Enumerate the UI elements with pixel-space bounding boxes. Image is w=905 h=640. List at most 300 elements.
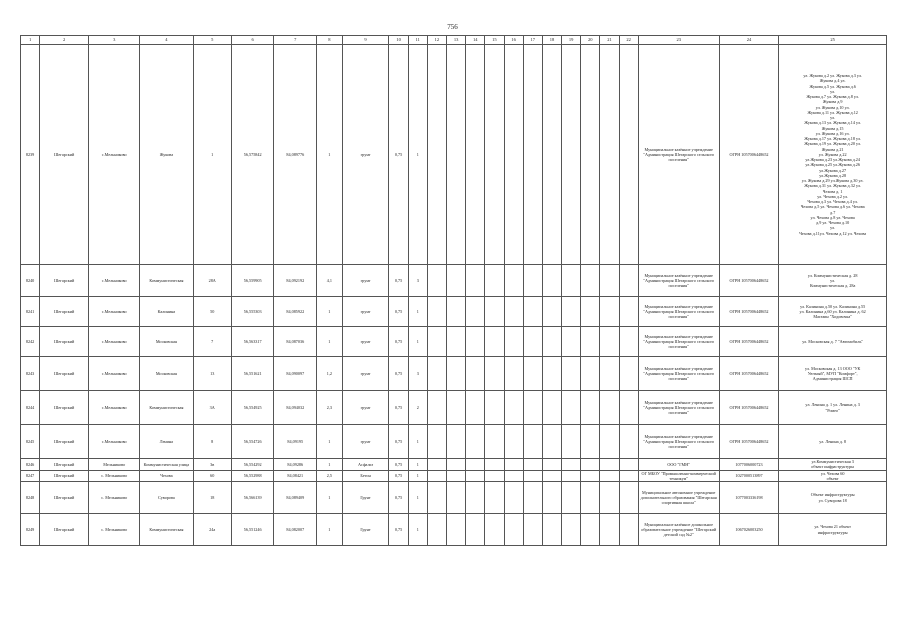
record-number-cell: 8244 <box>21 391 40 425</box>
empty-cell <box>447 470 466 482</box>
empty-cell <box>619 459 638 471</box>
container-volume-cell: 0,75 <box>389 514 408 546</box>
street-cell: Чехова <box>140 470 193 482</box>
empty-cell <box>427 297 446 327</box>
longitude-cell: 84,08421 <box>274 470 317 482</box>
district-cell: Шегарский <box>40 459 89 471</box>
waste-source-line: Жукова д.19 ул. Жукова д.20 ул. <box>804 141 862 147</box>
waste-source-line: "Ромео" <box>825 407 840 413</box>
column-number-header: 20 <box>581 36 600 45</box>
empty-cell <box>562 459 581 471</box>
empty-cell <box>619 297 638 327</box>
empty-cell <box>600 327 619 357</box>
table-row <box>21 45 887 265</box>
empty-cell <box>581 45 600 265</box>
container-volume-cell: 0,75 <box>389 470 408 482</box>
surface-type-cell: грунт <box>342 265 389 297</box>
ogrn-cell: 1027000513897 <box>719 470 779 482</box>
empty-cell <box>562 45 581 265</box>
waste-sources-cell <box>779 514 887 546</box>
ogrn-cell: 1067026003250 <box>719 514 779 546</box>
table-row <box>21 482 887 514</box>
waste-sources-cell <box>779 391 887 425</box>
street-cell: Суворова <box>140 482 193 514</box>
district-cell: Шегарский <box>40 514 89 546</box>
empty-cell <box>619 357 638 391</box>
waste-source-line: ул. Жукова д.10 ул. <box>815 104 850 110</box>
empty-cell <box>542 425 561 459</box>
column-number-header: 14 <box>466 36 485 45</box>
table-row <box>21 391 887 425</box>
waste-source-line: ул.Жукова д.28 <box>819 172 847 178</box>
empty-cell <box>485 391 504 425</box>
container-count-cell: 2 <box>408 391 427 425</box>
owner-cell: Муниципальное казённое учреждение "Администрация Шегарского сельского поселения" <box>638 297 719 327</box>
record-number-cell: 8240 <box>21 265 40 297</box>
area-cell: 1,2 <box>317 357 343 391</box>
empty-cell <box>562 327 581 357</box>
container-count-cell: 1 <box>408 297 427 327</box>
empty-cell <box>466 391 485 425</box>
empty-cell <box>447 514 466 546</box>
area-cell: 1 <box>317 482 343 514</box>
empty-cell <box>485 297 504 327</box>
latitude-cell: 56,554925 <box>231 391 274 425</box>
ogrn-cell: ОГРН 1057006448652 <box>719 327 779 357</box>
ogrn-cell: 1077006000723 <box>719 459 779 471</box>
house-number-cell: 50 <box>193 297 231 327</box>
empty-cell <box>542 482 561 514</box>
waste-sources-cell <box>779 297 887 327</box>
owner-cell: Муниципальное казённое учреждение "Администрация Шегарского сельского поселения" <box>638 327 719 357</box>
container-count-cell: 3 <box>408 265 427 297</box>
district-cell: Шегарский <box>40 357 89 391</box>
longitude-cell: 84,092192 <box>274 265 317 297</box>
street-cell: Коммунистическая <box>140 391 193 425</box>
column-number-header: 11 <box>408 36 427 45</box>
empty-cell <box>447 327 466 357</box>
house-number-cell: 24а <box>193 514 231 546</box>
record-number-cell: 8247 <box>21 470 40 482</box>
empty-cell <box>562 514 581 546</box>
latitude-cell: 56,554726 <box>231 425 274 459</box>
empty-cell <box>427 514 446 546</box>
empty-cell <box>581 470 600 482</box>
waste-source-line: объект инфраструктуры <box>811 464 855 470</box>
column-number-header: 18 <box>542 36 561 45</box>
surface-type-cell: грунт <box>342 425 389 459</box>
empty-cell <box>466 470 485 482</box>
latitude-cell: 56,559905 <box>231 265 274 297</box>
empty-cell <box>581 327 600 357</box>
waste-sources-cell <box>779 482 887 514</box>
empty-cell <box>427 391 446 425</box>
table-row <box>21 265 887 297</box>
surface-type-cell: грунт <box>342 297 389 327</box>
record-number-cell: 8248 <box>21 482 40 514</box>
latitude-cell: 56,555303 <box>231 297 274 327</box>
empty-cell <box>466 425 485 459</box>
empty-cell <box>600 45 619 265</box>
owner-cell: ОГ МБОУ "Промышленно-коммерческий техникум" <box>638 470 719 482</box>
container-count-cell: 1 <box>408 470 427 482</box>
waste-source-line: ул. Чехова 21 объект <box>814 524 851 530</box>
waste-source-line: Чехова д. 1 <box>822 188 843 194</box>
street-cell: Коммунистическая улица <box>140 459 193 471</box>
empty-cell <box>562 470 581 482</box>
waste-source-line: ул. Ленина д. 8 <box>819 438 847 444</box>
empty-cell <box>427 357 446 391</box>
waste-source-line: Жукова д.9 <box>822 99 843 105</box>
settlement-cell: с.Мельниково <box>89 45 140 265</box>
empty-cell <box>447 425 466 459</box>
empty-cell <box>523 357 542 391</box>
settlement-cell: с.Мельниково <box>89 357 140 391</box>
area-cell: 1 <box>317 45 343 265</box>
empty-cell <box>466 357 485 391</box>
house-number-cell: 8 <box>193 425 231 459</box>
surface-type-cell: Грунт <box>342 482 389 514</box>
empty-cell <box>485 470 504 482</box>
empty-cell <box>485 327 504 357</box>
record-number-cell: 8246 <box>21 459 40 471</box>
settlement-cell: Мельниково <box>89 459 140 471</box>
waste-source-line: ул. <box>830 277 836 283</box>
column-number-header: 15 <box>485 36 504 45</box>
empty-cell <box>523 425 542 459</box>
empty-cell <box>447 45 466 265</box>
waste-source-line: Жукова д.7 ул. Жукова д.8 ул. <box>806 94 859 100</box>
empty-cell <box>562 425 581 459</box>
empty-cell <box>600 265 619 297</box>
empty-cell <box>600 425 619 459</box>
empty-cell <box>504 391 523 425</box>
empty-cell <box>542 470 561 482</box>
settlement-cell: с.Мельниково <box>89 391 140 425</box>
district-cell: Шегарский <box>40 482 89 514</box>
container-count-cell: 1 <box>408 482 427 514</box>
empty-cell <box>466 482 485 514</box>
longitude-cell: 84,082007 <box>274 514 317 546</box>
empty-cell <box>600 470 619 482</box>
waste-sources-cell <box>779 265 887 297</box>
waste-source-line: Жукова д.11 ул. Жукова д.12 <box>807 109 858 115</box>
empty-cell <box>447 459 466 471</box>
empty-cell <box>504 45 523 265</box>
empty-cell <box>600 514 619 546</box>
column-number-header: 17 <box>523 36 542 45</box>
empty-cell <box>581 357 600 391</box>
empty-cell <box>466 297 485 327</box>
empty-cell <box>523 265 542 297</box>
empty-cell <box>562 482 581 514</box>
ogrn-cell: 1077003336198 <box>719 482 779 514</box>
latitude-cell: 56,566139 <box>231 482 274 514</box>
house-number-cell: 1 <box>193 45 231 265</box>
street-cell: Московская <box>140 327 193 357</box>
waste-source-line: д.9 ул. Чехова д.10 <box>816 220 850 226</box>
waste-source-line: инфраструктуры <box>817 529 848 535</box>
table-row <box>21 470 887 482</box>
waste-source-line: ул. Жукова д.16 ул. <box>815 130 850 136</box>
record-number-cell: 8243 <box>21 357 40 391</box>
latitude-cell: 56,554292 <box>231 459 274 471</box>
empty-cell <box>466 514 485 546</box>
area-cell: 1 <box>317 459 343 471</box>
table-row <box>21 357 887 391</box>
empty-cell <box>523 391 542 425</box>
house-number-cell: 7 <box>193 327 231 357</box>
settlement-cell: с.Мельниково <box>89 297 140 327</box>
waste-source-line: Уютный", МУП "Комфорт", <box>807 370 858 376</box>
street-cell: Коммунистическая <box>140 514 193 546</box>
table-row <box>21 425 887 459</box>
waste-sources-cell <box>779 357 887 391</box>
container-volume-cell: 0,75 <box>389 482 408 514</box>
column-number-header: 19 <box>562 36 581 45</box>
empty-cell <box>466 459 485 471</box>
longitude-cell: 84,085922 <box>274 297 317 327</box>
table-row <box>21 459 887 471</box>
empty-cell <box>485 265 504 297</box>
district-cell: Шегарский <box>40 391 89 425</box>
waste-sites-registry-table <box>20 35 887 546</box>
waste-source-line: объект <box>826 475 839 481</box>
longitude-cell: 84,089776 <box>274 45 317 265</box>
waste-source-line: ул. Жукова д.2 ул. Жукова д.3 ул. <box>803 73 862 79</box>
column-number-header: 8 <box>317 36 343 45</box>
latitude-cell: 56,551246 <box>231 514 274 546</box>
waste-source-line: ул. Чехова 60 <box>820 470 845 476</box>
column-number-header: 12 <box>427 36 446 45</box>
page-number: 756 <box>447 23 458 31</box>
owner-cell: Муниципальное казённое учреждение "Администрация Шегарского сельского поселения" <box>638 45 719 265</box>
record-number-cell: 8241 <box>21 297 40 327</box>
column-number-header: 16 <box>504 36 523 45</box>
empty-cell <box>542 357 561 391</box>
table-row <box>21 327 887 357</box>
settlement-cell: с.Мельниково <box>89 327 140 357</box>
district-cell: Шегарский <box>40 425 89 459</box>
empty-cell <box>447 357 466 391</box>
waste-sources-cell <box>779 470 887 482</box>
empty-cell <box>581 482 600 514</box>
settlement-cell: с. Мельниково <box>89 482 140 514</box>
empty-cell <box>523 470 542 482</box>
waste-source-line: ул. Чехова д.2 ул. <box>817 193 849 199</box>
waste-source-line: Жукова д.15 <box>821 125 844 131</box>
empty-cell <box>600 297 619 327</box>
waste-source-line: ул. Жукова д.29 ул.Жукова д.30 ул. <box>801 178 864 184</box>
empty-cell <box>619 514 638 546</box>
street-cell: Жукова <box>140 45 193 265</box>
empty-cell <box>504 265 523 297</box>
waste-source-line: ул. <box>830 225 836 231</box>
empty-cell <box>542 297 561 327</box>
empty-cell <box>562 297 581 327</box>
column-number-header: 5 <box>193 36 231 45</box>
waste-source-line: Жукова д.17 ул. Жукова д.18 ул. <box>804 136 862 142</box>
latitude-cell: 56,563317 <box>231 327 274 357</box>
column-number-header: 9 <box>342 36 389 45</box>
owner-cell: Муниципальное казённое учреждение "Администрация Шегарского сельского поселения" <box>638 391 719 425</box>
container-volume-cell: 0,75 <box>389 357 408 391</box>
column-number-header: 2 <box>40 36 89 45</box>
settlement-cell: с.Мельниково <box>89 425 140 459</box>
empty-cell <box>581 391 600 425</box>
empty-cell <box>523 482 542 514</box>
waste-source-line: Жукова д.21 <box>821 146 844 152</box>
container-volume-cell: 0,75 <box>389 45 408 265</box>
empty-cell <box>581 459 600 471</box>
container-count-cell: 1 <box>408 425 427 459</box>
container-count-cell: 1 <box>408 459 427 471</box>
empty-cell <box>619 45 638 265</box>
empty-cell <box>542 265 561 297</box>
container-volume-cell: 0,75 <box>389 425 408 459</box>
empty-cell <box>504 327 523 357</box>
column-number-header: 1 <box>21 36 40 45</box>
empty-cell <box>542 45 561 265</box>
waste-sources-cell <box>779 327 887 357</box>
empty-cell <box>427 425 446 459</box>
empty-cell <box>485 459 504 471</box>
empty-cell <box>447 482 466 514</box>
empty-cell <box>562 265 581 297</box>
surface-type-cell: грунт <box>342 391 389 425</box>
ogrn-cell: ОГРН 1057006448652 <box>719 391 779 425</box>
empty-cell <box>466 45 485 265</box>
empty-cell <box>523 297 542 327</box>
street-cell: Калинина <box>140 297 193 327</box>
owner-cell: ООО "ГМН" <box>638 459 719 471</box>
container-volume-cell: 0,75 <box>389 265 408 297</box>
empty-cell <box>485 357 504 391</box>
empty-cell <box>600 357 619 391</box>
empty-cell <box>542 391 561 425</box>
waste-source-line: ул. <box>830 88 836 94</box>
empty-cell <box>619 265 638 297</box>
column-number-header: 21 <box>600 36 619 45</box>
empty-cell <box>562 357 581 391</box>
waste-source-line: Чехова д.3 ул. Чехова д.4 ул. <box>807 199 858 205</box>
empty-cell <box>427 45 446 265</box>
empty-cell <box>581 297 600 327</box>
waste-source-line: ул. Московская д. 7 "Автомобиль" <box>802 338 864 344</box>
district-cell: Шегарский <box>40 45 89 265</box>
surface-type-cell: Бетон <box>342 470 389 482</box>
column-number-header: 4 <box>140 36 193 45</box>
latitude-cell: 56,552988 <box>231 470 274 482</box>
waste-source-line: ул. Московская д. 13 ООО "УК <box>804 365 861 371</box>
waste-source-line: ул.Жукова д.27 <box>819 167 847 173</box>
empty-cell <box>447 391 466 425</box>
waste-source-line: Жукова д.4 ул. <box>819 78 846 84</box>
ogrn-cell: ОГРН 1057006448652 <box>719 425 779 459</box>
container-volume-cell: 0,75 <box>389 327 408 357</box>
waste-source-line: ул. Коммунистическая д. 28 <box>807 272 858 278</box>
waste-source-line: Коммунистическая д. 28а <box>809 283 856 289</box>
empty-cell <box>485 514 504 546</box>
column-number-header: 23 <box>638 36 719 45</box>
waste-source-line: ул. Жукова д.22 <box>818 151 847 157</box>
column-number-header: 3 <box>89 36 140 45</box>
waste-source-line: ул. <box>830 115 836 121</box>
table-row <box>21 514 887 546</box>
column-number-header: 22 <box>619 36 638 45</box>
empty-cell <box>447 265 466 297</box>
container-count-cell: 3 <box>408 357 427 391</box>
empty-cell <box>581 425 600 459</box>
empty-cell <box>504 425 523 459</box>
district-cell: Шегарский <box>40 297 89 327</box>
waste-source-line: Администрация ШСП <box>812 376 853 382</box>
street-cell: Московская <box>140 357 193 391</box>
empty-cell <box>504 482 523 514</box>
container-count-cell: 1 <box>408 327 427 357</box>
surface-type-cell: Асфальт <box>342 459 389 471</box>
empty-cell <box>466 327 485 357</box>
ogrn-cell: ОГРН 1057006448652 <box>719 357 779 391</box>
area-cell: 2,5 <box>317 470 343 482</box>
area-cell: 4,1 <box>317 265 343 297</box>
district-cell: Шегарский <box>40 327 89 357</box>
longitude-cell: 84,087036 <box>274 327 317 357</box>
surface-type-cell: грунт <box>342 327 389 357</box>
waste-source-line: ул. Суворова 18 <box>818 497 847 503</box>
owner-cell: Муниципальное казённое учреждение "Администрация Шегарского сельского поселения" <box>638 425 719 459</box>
longitude-cell: 84,090097 <box>274 357 317 391</box>
surface-type-cell: грунт <box>342 357 389 391</box>
district-cell: Шегарский <box>40 265 89 297</box>
empty-cell <box>523 327 542 357</box>
latitude-cell: 56,551621 <box>231 357 274 391</box>
longitude-cell: 84,089409 <box>274 482 317 514</box>
empty-cell <box>619 425 638 459</box>
empty-cell <box>523 514 542 546</box>
house-number-cell: 3в <box>193 459 231 471</box>
record-number-cell: 8239 <box>21 45 40 265</box>
container-count-cell: 1 <box>408 45 427 265</box>
longitude-cell: 84,09286 <box>274 459 317 471</box>
empty-cell <box>427 482 446 514</box>
empty-cell <box>427 459 446 471</box>
empty-cell <box>466 265 485 297</box>
surface-type-cell: Грунт <box>342 514 389 546</box>
owner-cell: Муниципальное казённое дошкольное образовательное учреждение "Шегарский детский сад №2" <box>638 514 719 546</box>
house-number-cell: 60 <box>193 470 231 482</box>
empty-cell <box>427 265 446 297</box>
container-volume-cell: 0,75 <box>389 459 408 471</box>
waste-source-line: ул. Калинина д.50 ул. Калинина д.55 <box>800 303 866 309</box>
waste-source-line: Жукова д.31 ул. Жукова д.32 ул. <box>804 183 862 189</box>
ogrn-cell: ОГРН 1057006448652 <box>719 265 779 297</box>
empty-cell <box>523 459 542 471</box>
column-number-row <box>21 36 887 45</box>
record-number-cell: 8249 <box>21 514 40 546</box>
settlement-cell: с. Мельниково <box>89 514 140 546</box>
waste-source-line: д.7 <box>830 209 836 215</box>
settlement-cell: с. Мельниково <box>89 470 140 482</box>
column-number-header: 13 <box>447 36 466 45</box>
empty-cell <box>581 514 600 546</box>
empty-cell <box>542 514 561 546</box>
settlement-cell: с.Мельниково <box>89 265 140 297</box>
waste-source-line: Жукова д.5 ул. Жукова д.6 <box>809 83 856 89</box>
surface-type-cell: грунт <box>342 45 389 265</box>
waste-source-line: ул.Коммунистическая 3 <box>811 459 854 464</box>
owner-cell: Муниципальное казённое учреждение "Администрация Шегарского сельского поселения" <box>638 357 719 391</box>
